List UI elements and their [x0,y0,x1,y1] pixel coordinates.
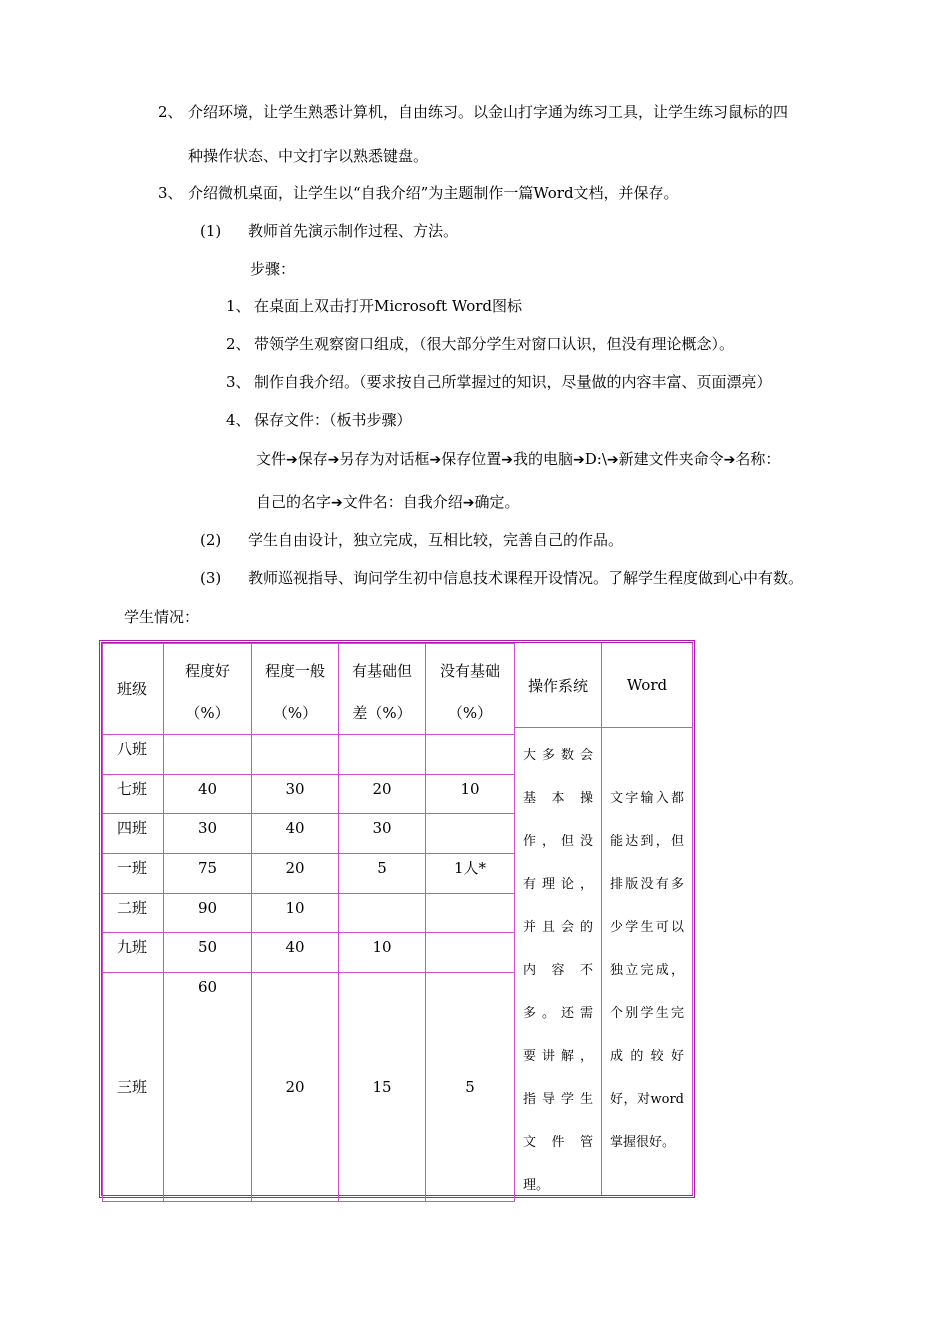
os-notes: 大多数会 基本操 作，但没 有理论， 并且会的 内容不 多。还需 要讲解， 指导学生 文件管 理。 [523,748,593,1193]
arrow-icon: ➔ [286,452,298,468]
item-2: 2、 介绍环境，让学生熟悉计算机，自由练习。以金山打字通为练习工具，让学生练习鼠标的四 [158,103,789,121]
arrow-icon: ➔ [331,495,343,511]
table-row: 二班 90 10 [103,894,515,933]
word-notes: 文字输入都 能达到，但 排版没有多 少学生可以 独立完成， 个别学生完 成的较好 好，对word 掌握很好。 [610,791,684,1150]
sub-item-1: (1) 教师首先演示制作过程、方法。 [200,222,459,240]
header-word: Word [602,643,692,728]
table-title: 学生情况： [124,608,200,626]
table-row: 八班 [103,735,515,775]
table-row: 九班 50 40 10 [103,933,515,973]
arrow-icon: ➔ [462,495,475,511]
header-weak: 有基础但 差（%） [339,644,426,735]
os-column [514,643,601,1195]
arrow-icon: ➔ [429,452,442,468]
sub-item-3: (3) 教师巡视指导、询问学生初中信息技术课程开设情况。了解学生程度做到心中有数。 [200,569,804,587]
item-2-line1: 介绍环境，让学生熟悉计算机，自由练习。以金山打字通为练习工具，让学生练习鼠标的四 [188,103,789,121]
header-class: 班级 [103,644,164,735]
header-os: 操作系统 [515,643,601,728]
header-good: 程度好 （%） [164,644,252,735]
arrow-icon: ➔ [573,452,585,468]
step-3: 3、 制作自我介绍。（要求按自己所掌握过的知识，尽量做的内容丰富、页面漂亮） [226,373,772,391]
item-2-line2: 种操作状态、中文打字以熟悉键盘。 [188,147,429,165]
item-3: 3、 介绍微机桌面，让学生以“自我介绍”为主题制作一篇Word文档，并保存。 [158,184,679,202]
table-header-row [103,644,515,735]
table-row: 七班 40 30 20 10 [103,775,515,814]
step-4: 4、 保存文件：（板书步骤） [226,411,412,429]
header-none: 没有基础 （%） [426,644,515,735]
save-path-line1: 文件➔保存➔另存为对话框➔保存位置➔我的电脑➔D:\➔新建文件夹命令➔名称： [256,450,781,468]
steps-label: 步骤： [250,260,296,278]
save-path-line2: 自己的名字➔文件名：自我介绍➔确定。 [256,493,520,511]
arrow-icon: ➔ [606,452,619,468]
item-3-line1: 介绍微机桌面，让学生以“自我介绍”为主题制作一篇Word文档，并保存。 [188,184,679,202]
step-1: 1、 在桌面上双击打开Microsoft Word图标 [226,297,523,315]
student-grid [102,643,515,1202]
sub-item-2: (2) 学生自由设计，独立完成，互相比较，完善自己的作品。 [200,531,624,549]
table-row: 一班 75 20 5 1人* [103,854,515,894]
arrow-icon: ➔ [327,452,340,468]
arrow-icon: ➔ [723,452,736,468]
arrow-icon: ➔ [501,452,513,468]
step-2: 2、 带领学生观察窗口组成，（很大部分学生对窗口认识，但没有理论概念）。 [226,335,735,353]
sub-item-1-text: 教师首先演示制作过程、方法。 [248,222,459,240]
table-row: 四班 30 40 30 [103,814,515,854]
word-column [601,643,693,1195]
header-average: 程度一般 （%） [252,644,339,735]
student-table [99,640,695,1198]
table-row: 三班 60 20 15 5 [103,973,515,1202]
